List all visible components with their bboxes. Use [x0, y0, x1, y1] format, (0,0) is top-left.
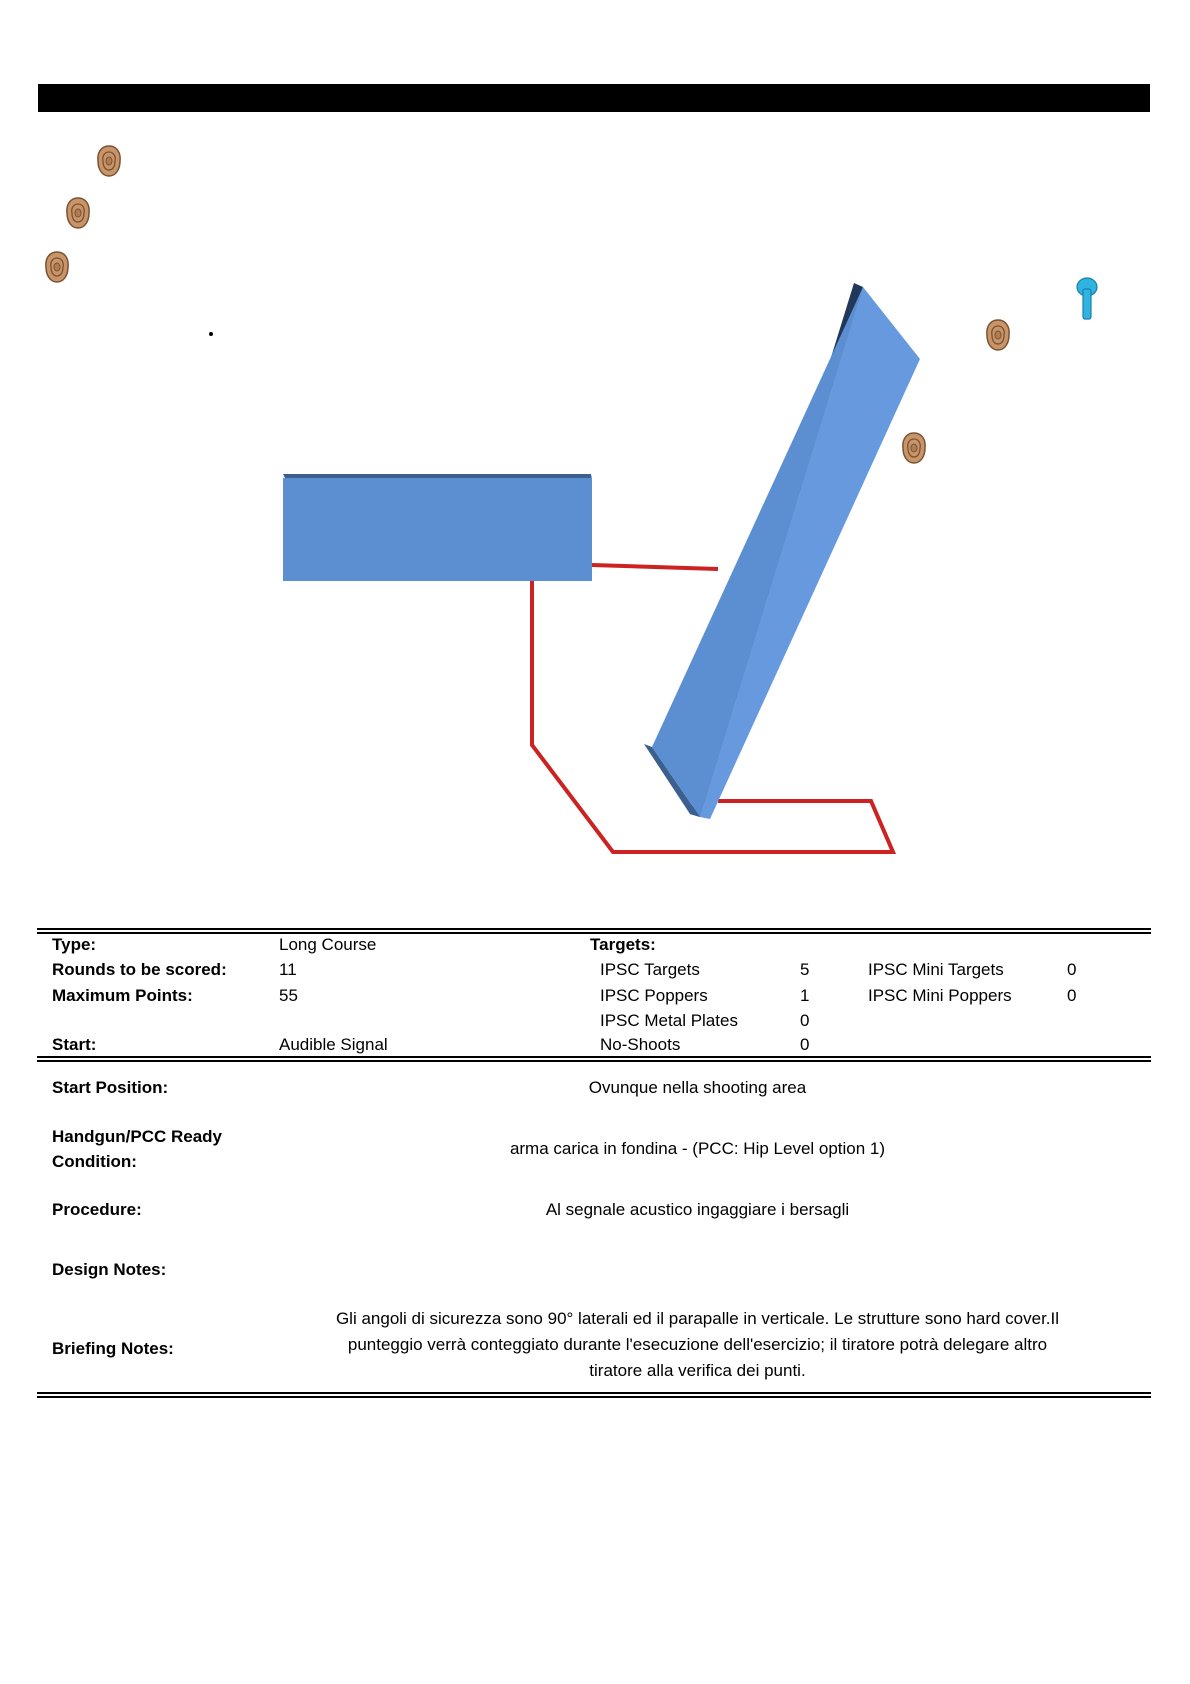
max-points-label: Maximum Points: — [52, 986, 193, 1005]
target-type-label: No-Shoots — [600, 1035, 681, 1054]
table-middle-rule — [37, 1056, 1151, 1062]
target-count: 0 — [800, 1011, 810, 1030]
target-type-label: IPSC Targets — [600, 960, 700, 979]
rounds-value: 11 — [279, 960, 297, 979]
briefing-line: punteggio verrà conteggiato durante l'esecuzione dell'esercizio; il tiratore potrà delegare altro — [347, 1335, 1048, 1354]
wall-barricade-horizontal — [283, 474, 592, 581]
briefing-line: Gli angoli di sicurezza sono 90° laterali ed il parapalle in verticale. Le strutture sono hard cover.Il — [335, 1309, 1060, 1328]
target-type-label: IPSC Mini Targets — [868, 960, 1004, 979]
ipsc-paper-target-icon — [46, 252, 68, 282]
max-points-value: 55 — [279, 986, 298, 1005]
target-type-label: IPSC Metal Plates — [600, 1011, 738, 1030]
target-count: 0 — [800, 1035, 810, 1054]
table-top-rule — [37, 928, 1151, 934]
type-label: Type: — [52, 935, 97, 954]
start-value: Audible Signal — [279, 1035, 388, 1054]
ipsc-paper-target-icon — [987, 320, 1009, 350]
ready-condition-label: Handgun/PCC Ready — [52, 1127, 223, 1146]
briefing-notes-text — [265, 1306, 1130, 1384]
target-count: 0 — [1067, 986, 1077, 1005]
procedure-label: Procedure: — [52, 1200, 142, 1219]
start-position-label: Start Position: — [52, 1078, 169, 1097]
rounds-label: Rounds to be scored: — [52, 960, 227, 979]
ipsc-paper-target-icon — [903, 433, 925, 463]
popper-icon — [1077, 278, 1097, 319]
briefing-line: tiratore alla verifica dei punti. — [589, 1361, 806, 1380]
design-notes-label: Design Notes: — [52, 1260, 167, 1279]
ipsc-paper-target-icon — [67, 198, 89, 228]
start-label: Start: — [52, 1035, 97, 1054]
type-value: Long Course — [279, 935, 377, 954]
start-marker — [209, 332, 213, 336]
procedure-value: Al segnale acustico ingaggiare i bersagli — [545, 1200, 850, 1219]
ready-condition-label: Condition: — [52, 1152, 137, 1171]
table-bottom-rule — [37, 1392, 1151, 1398]
target-count: 0 — [1067, 960, 1077, 979]
wall-barricade-diagonal — [644, 283, 920, 819]
targets-heading: Targets: — [590, 935, 656, 954]
target-count: 5 — [800, 960, 810, 979]
ipsc-paper-target-icon — [98, 146, 120, 176]
start-position-value: Ovunque nella shooting area — [588, 1078, 807, 1097]
briefing-notes-label: Briefing Notes: — [52, 1339, 174, 1358]
target-type-label: IPSC Mini Poppers — [868, 986, 1012, 1005]
target-type-label: IPSC Poppers — [600, 986, 708, 1005]
target-count: 1 — [800, 986, 810, 1005]
ready-condition-value: arma carica in fondina - (PCC: Hip Level option 1) — [509, 1139, 886, 1158]
